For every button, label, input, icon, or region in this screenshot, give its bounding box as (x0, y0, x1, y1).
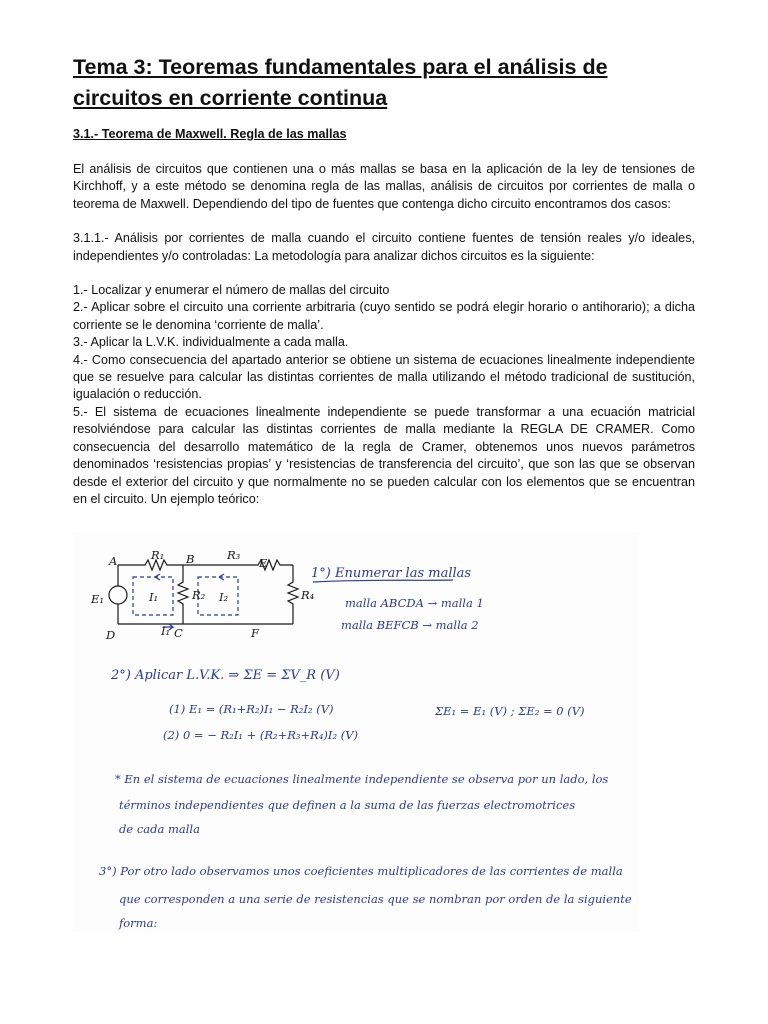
mesh-2-label: malla BEFCB → malla 2 (341, 618, 479, 632)
node-label-b: B (186, 552, 195, 566)
page-title: Tema 3: Teoremas fundamentales para el análisis de circuitos en corriente continua (73, 55, 608, 110)
equation-1: (1) E₁ = (R₁+R₂)I₁ − R₂I₂ (V) (169, 702, 334, 716)
resistor-label-r4: R₄ (301, 588, 315, 602)
equation-2: (2) 0 = − R₂I₁ + (R₂+R₃+R₄)I₂ (V) (163, 728, 359, 742)
mesh-1-label: malla ABCDA → malla 1 (345, 596, 484, 610)
step-2-handwritten: 2°) Aplicar L.V.K. ⇒ ΣE = ΣV_R (V) (111, 668, 340, 683)
paragraph-subsection: 3.1.1.- Análisis por corrientes de malla cuando el circuito contiene fuentes de tensión reales y/o ideales, independientes y/o controladas: La metodología para analizar dichos circuitos es la siguiente: (73, 231, 695, 263)
resistor-label-r1: R₁ (151, 548, 165, 562)
handwritten-example-image (73, 532, 639, 932)
step-3: 3.- Aplicar la L.V.K. individualmente a cada malla. (73, 335, 349, 350)
node-label-a: A (109, 554, 118, 568)
document-page (73, 52, 695, 508)
step-1-handwritten: 1°) Enumerar las mallas (311, 566, 472, 581)
node-label-c: C (174, 626, 183, 640)
mesh-current-i2: I₂ (219, 590, 229, 604)
note-line-3: de cada malla (119, 822, 200, 836)
step-2: 2.- Aplicar sobre el circuito una corriente arbitraria (cuyo sentido se podrá elegir horario o antihorario); a dicha corriente se le denomina ‘corriente de malla’. (73, 300, 695, 332)
mesh-current-i1: I₁ (149, 590, 159, 604)
node-label-d: D (106, 628, 116, 642)
step-3-line-3: forma: (119, 916, 158, 930)
step-5: 5.- El sistema de ecuaciones linealmente independiente se puede transformar a una ecuación matricial resolviéndose para calcular las distintas corrientes de malla mediante la REGLA DE CRAMER. Como consecuencia del desarrollo matemático de la regla de Cramer, obtenemos unos nuevos parámetros denominados ‘resistencias propias’ y ‘resistencias de transferencia del circuito’, que son las que se observan desde el exterior del circuito y que normalmente no se pueden calcular con los elementos que se encuentran en el circuito. Un ejemplo teórico: (73, 404, 695, 506)
section-heading: 3.1.- Teorema de Maxwell. Regla de las mallas (73, 127, 347, 141)
node-label-e: E (259, 556, 268, 570)
resistor-label-r3: R₃ (227, 548, 241, 562)
node-label-f: F (251, 626, 259, 640)
paragraph-intro: El análisis de circuitos que contienen una o más mallas se basa en la aplicación de la ley de tensiones de Kirchhoff, y a este método se denomina regla de las mallas, análisis de circuitos por corrientes de malla o teorema de Maxwell. Dependiendo del tipo de fuentes que contenga dicho circuito encontramos dos casos: (73, 162, 695, 211)
step-3-line-1: 3°) Por otro lado observamos unos coeficientes multiplicadores de las corrientes de malla (99, 864, 623, 878)
step-3-line-2: que corresponden a una serie de resistencias que se nombran por orden de la siguiente (119, 892, 632, 906)
note-line-2: términos independientes que definen a la suma de las fuerzas electromotrices (119, 798, 576, 812)
source-label-e1: E₁ (91, 592, 105, 606)
step-1: 1.- Localizar y enumerar el número de mallas del circuito (73, 283, 390, 298)
note-line-1: * En el sistema de ecuaciones linealmente independiente se observa por un lado, los (115, 772, 609, 786)
branch-current-label: I₁ (161, 624, 171, 638)
step-4: 4.- Como consecuencia del apartado anterior se obtiene un sistema de ecuaciones linealmente independiente que se resuelve para calcular las distintas corrientes de malla utilizando el método tradicional de sustitución, igualación o reducción. (73, 352, 695, 402)
resistor-label-r2: R₂ (192, 588, 206, 602)
emf-sums: ΣE₁ = E₁ (V) ; ΣE₂ = 0 (V) (435, 704, 585, 718)
